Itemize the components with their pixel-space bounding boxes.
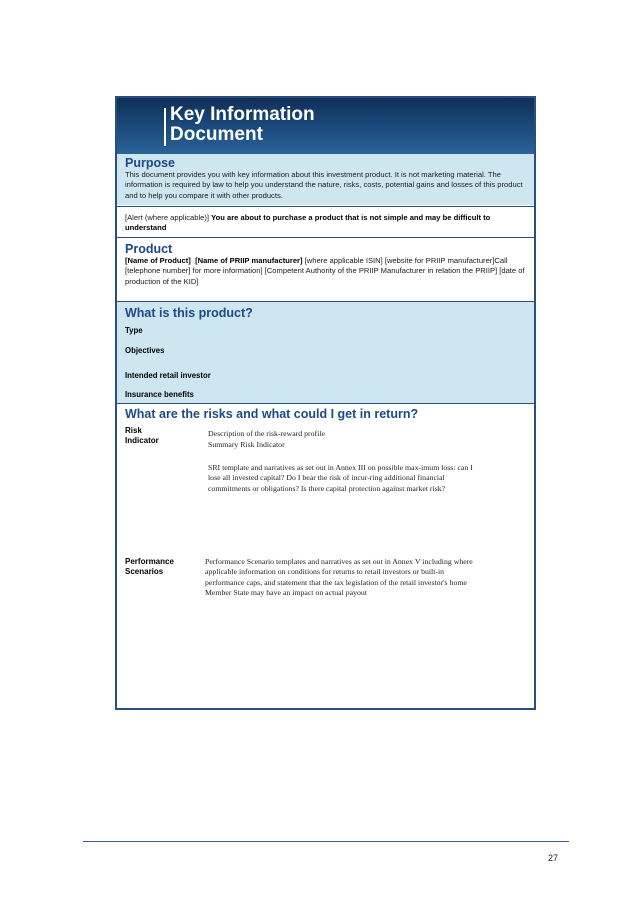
header-divider	[164, 108, 166, 146]
alert-bold: You are about to purchase a product that is not simple and may be difficult to understand	[125, 213, 491, 233]
kid-header	[117, 98, 534, 154]
risk-label-line-2: Indicator	[125, 436, 159, 445]
page-number: 27	[548, 853, 559, 863]
product-section	[117, 239, 534, 301]
risks-heading: What are the risks and what could I get in return?	[125, 407, 419, 421]
product-manufacturer: [Name of PRIIP manufacturer]	[195, 256, 303, 265]
alert-text	[125, 213, 530, 234]
type-label: Type	[125, 326, 143, 335]
insurance-benefits-label: Insurance benefits	[125, 390, 194, 399]
document-title	[170, 105, 315, 145]
purpose-heading: Purpose	[125, 156, 176, 170]
performance-text: Performance Scenario templates and narratives as set out in Annex V including where applicable information on conditions for returns to retail investors or built-in performance caps, and statement that the tax legislation of the retail investor's home Member State may have an impact on actual payout	[205, 557, 473, 597]
risk-indicator-label	[125, 426, 195, 446]
purpose-text: This document provides you with key information about this investment product. It is not marketing material. The information is required by law to help you understand the nature, risks, costs, potential gains and losses of this product and to help you compare it with other products.	[125, 170, 523, 200]
what-heading: What is this product?	[125, 306, 253, 320]
perf-label-line-1: Performance	[125, 557, 174, 566]
title-line-1: Key Information	[170, 104, 315, 125]
purpose-section	[117, 154, 534, 205]
objectives-label: Objectives	[125, 346, 165, 355]
risk-summary: Summary Risk Indicator	[208, 440, 285, 449]
alert-prefix: [Alert (where applicable)]	[125, 213, 212, 222]
footer-divider	[83, 841, 569, 842]
performance-scenarios-label	[125, 557, 195, 577]
perf-label-line-2: Scenarios	[125, 567, 164, 576]
risk-description: Description of the risk-reward profile	[208, 429, 325, 438]
what-section	[117, 301, 534, 404]
risks-section	[117, 404, 534, 710]
product-details: [where applicable ISIN] [website for PRIIP manufacturer]Call [telephone number] for more information] [Competent Authority of the PRIIP Manufacturer in relation the PRIIP] [date of production of the KID]	[125, 256, 525, 286]
risk-sri-text: SRI template and narratives as set out in Annex III on possible max-imum loss: can I lose all invested capital? Do I bear the risk of incur-ring additional financial commitments or obligations? Is there capital protection against market risk?	[208, 463, 473, 493]
alert-section	[117, 206, 534, 238]
product-text	[125, 256, 530, 287]
product-heading: Product	[125, 242, 173, 256]
key-information-document	[115, 96, 536, 710]
risk-label-line-1: Risk	[125, 426, 142, 435]
title-line-2: Document	[170, 124, 263, 145]
intended-investor-label: Intended retail investor	[125, 371, 211, 380]
product-name: [Name of Product]	[125, 256, 191, 265]
